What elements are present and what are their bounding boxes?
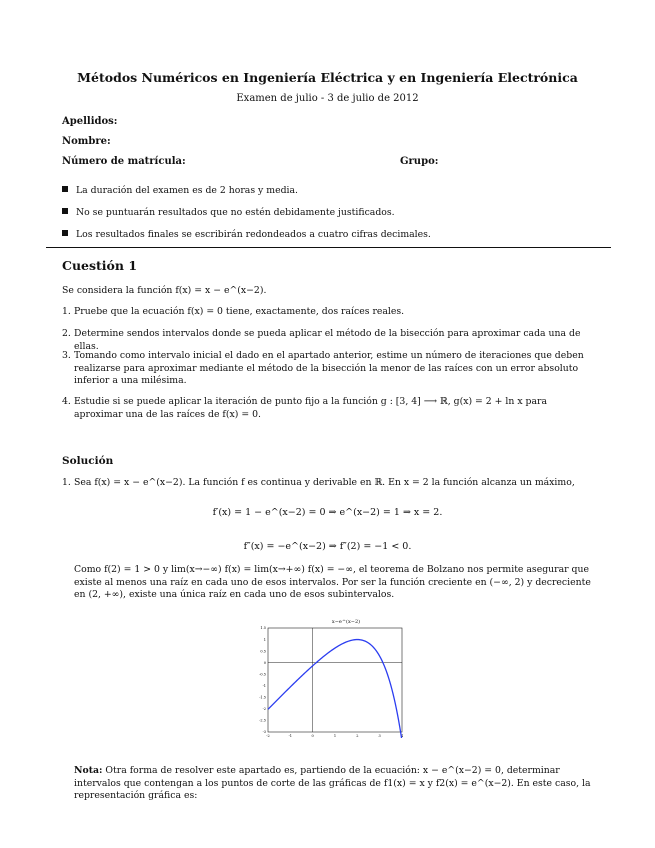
y-tick-label: 0.5 [260, 649, 266, 654]
x-tick-label: 3 [378, 734, 381, 738]
apellidos-label: Apellidos: [62, 116, 118, 127]
instruction-item: La duración del examen es de 2 horas y media. [62, 185, 298, 196]
y-tick-label: -0.5 [259, 672, 266, 677]
document-subtitle: Examen de julio - 3 de julio de 2012 [236, 93, 419, 104]
bullet-icon [62, 230, 68, 236]
question-item: 3. Tomando como intervalo inicial el dado en el apartado anterior, estime un número de iteraciones que deben realizarse para aproximar mediante el método de la bisección la menor de las raíces con un error absoluto inferior a una milésima. [62, 350, 584, 386]
question-item: 4. Estudie si se puede aplicar la iteración de punto fijo a la función g : [3, 4] ⟶ ℝ, g(x) = 2 + ln x para aproximar una de las raíces de f(x) = 0. [62, 396, 548, 420]
solution-item: 1. Sea f(x) = x − e^(x−2). La función f es continua y derivable en ℝ. En x = 2 la función alcanza un máximo, [62, 477, 575, 488]
y-tick-label: 1.5 [260, 626, 266, 631]
equation-second-derivative: f″(x) = −e^(x−2) ⇒ f″(2) = −1 < 0. [243, 541, 412, 552]
axis-ticks [259, 626, 404, 738]
grupo-label: Grupo: [400, 156, 439, 167]
question-heading: Cuestión 1 [62, 258, 138, 273]
bullet-icon [62, 186, 68, 192]
document-title: Métodos Numéricos en Ingeniería Eléctrica y en Ingeniería Electrónica [77, 70, 578, 85]
chart-title: x−e^(x−2) [331, 619, 361, 625]
x-tick-label: -1 [288, 734, 293, 738]
question-item: 2. Determine sendos intervalos donde se pueda aplicar el método de la bisección para aproximar cada una de ellas. [62, 328, 581, 352]
matricula-label: Número de matrícula: [62, 156, 186, 167]
y-tick-label: -1.5 [259, 695, 266, 700]
section-divider [46, 247, 611, 248]
y-tick-label: 0 [263, 660, 266, 665]
note-paragraph: Nota: Otra forma de resolver este apartado es, partiendo de la ecuación: x − e^(x−2) = 0, determinar intervalos que contengan a los puntos de corte de las gráficas de f1(x) = x y f2(x) = e^(x−2). En este caso, la representación gráfica es: [74, 765, 591, 801]
y-tick-label: -2 [262, 707, 266, 712]
instruction-item: No se puntuarán resultados que no estén debidamente justificados. [62, 207, 395, 218]
function-plot [256, 616, 406, 738]
y-tick-label: -1 [262, 683, 266, 688]
question-intro: Se considera la función f(x) = x − e^(x−2). [62, 285, 267, 296]
x-tick-label: 4 [400, 734, 404, 738]
x-tick-label: 0 [311, 734, 314, 738]
plot-frame [268, 628, 402, 732]
instruction-item: Los resultados finales se escribirán redondeados a cuatro cifras decimales. [62, 229, 431, 240]
x-tick-label: 1 [333, 734, 337, 738]
equation-first-derivative: f′(x) = 1 − e^(x−2) = 0 ⇒ e^(x−2) = 1 ⇒ x = 2. [212, 507, 443, 518]
nombre-label: Nombre: [62, 136, 111, 147]
question-item: 1. Pruebe que la ecuación f(x) = 0 tiene, exactamente, dos raíces reales. [62, 306, 405, 317]
y-tick-label: 1 [263, 637, 266, 642]
y-tick-label: -2.5 [259, 718, 266, 723]
x-tick-label: -2 [266, 734, 270, 738]
solution-heading: Solución [62, 455, 114, 467]
x-tick-label: 2 [356, 734, 359, 738]
function-curve [268, 640, 402, 738]
y-tick-label: -3 [262, 730, 266, 735]
bullet-icon [62, 208, 68, 214]
bolzano-paragraph: Como f(2) = 1 > 0 y lim(x→−∞) f(x) = lim(x→+∞) f(x) = −∞, el teorema de Bolzano nos permite asegurar que existe al menos una raíz en cada uno de esos intervalos. Por ser la función creciente en (−∞, 2) y decreciente en (2, +∞), existe una única raíz en cada uno de esos subintervalos. [74, 564, 591, 600]
